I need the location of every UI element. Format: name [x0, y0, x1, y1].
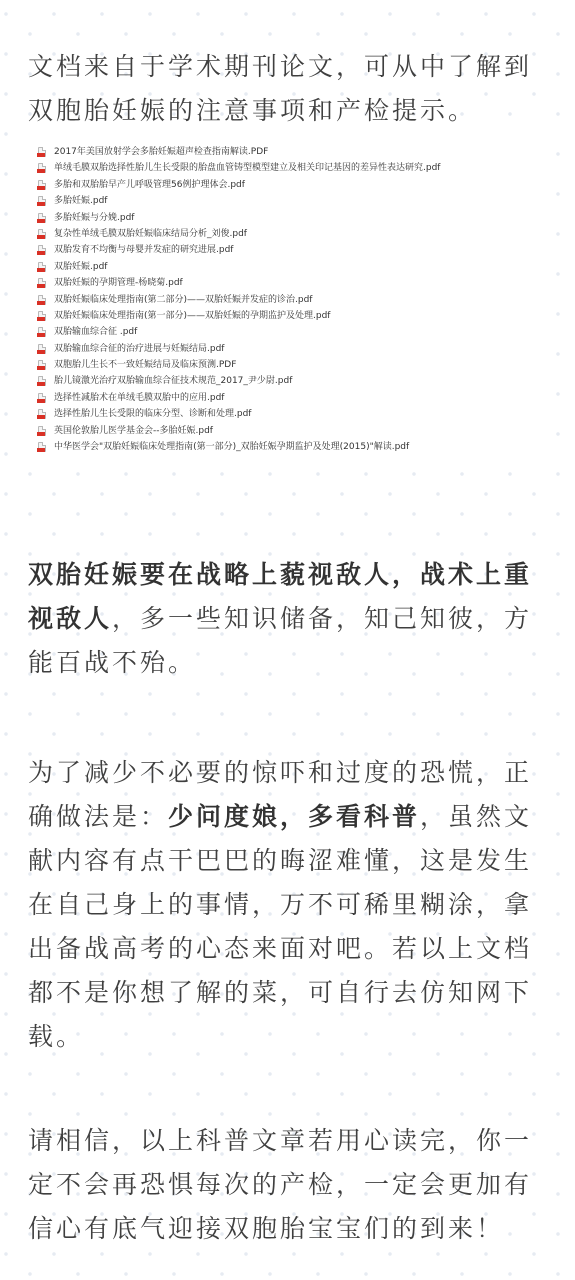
file-item[interactable]: [38, 259, 548, 275]
file-item[interactable]: [38, 226, 548, 242]
strategy-text: ，多一些知识储备，知己知彼，方能百战不殆。: [28, 604, 533, 677]
file-name: 多胎妊娠与分娩.pdf: [54, 212, 135, 223]
pdf-icon: [38, 311, 46, 321]
pdf-icon: [38, 196, 46, 206]
file-name: 双胎妊娠.pdf: [54, 261, 108, 272]
intro-paragraph: 文档来自于学术期刊论文，可从中了解到双胞胎妊娠的注意事项和产检提示。: [28, 52, 533, 125]
file-item[interactable]: [38, 292, 548, 308]
file-item[interactable]: [38, 373, 548, 389]
file-item[interactable]: [38, 308, 548, 324]
file-item[interactable]: [38, 341, 548, 357]
file-item[interactable]: [38, 324, 548, 340]
file-item[interactable]: [38, 177, 548, 193]
pdf-icon: [38, 213, 46, 223]
file-name: 选择性减胎术在单绒毛膜双胎中的应用.pdf: [54, 392, 225, 403]
file-item[interactable]: [38, 439, 548, 455]
file-item[interactable]: [38, 210, 548, 226]
file-name: 双胎输血综合征的治疗进展与妊娠结局.pdf: [54, 343, 225, 354]
file-name: 双胎发育不均衡与母婴并发症的研究进展.pdf: [54, 245, 234, 256]
file-item[interactable]: [38, 193, 548, 209]
file-name: 双胎输血综合征 .pdf: [54, 327, 138, 338]
file-item[interactable]: [38, 390, 548, 406]
pdf-icon: [38, 360, 46, 370]
pdf-icon: [38, 229, 46, 239]
file-name: 胎儿镜激光治疗双胎输血综合征技术规范_2017_尹少尉.pdf: [54, 376, 293, 387]
pdf-icon: [38, 180, 46, 190]
pdf-icon: [38, 344, 46, 354]
file-item[interactable]: [38, 242, 548, 258]
advice-text-end: ，虽然文献内容有点干巴巴的晦涩难懂，这是发生在自己身上的事情，万不可稀里糊涂，拿出备战高考的心态来面对吧。若以上文档都不是你想了解的菜，可自行去仿知网下载。: [28, 802, 533, 1051]
file-name: 双胎妊娠临床处理指南(第一部分)——双胎妊娠的孕期监护及处理.pdf: [54, 310, 331, 321]
pdf-icon: [38, 262, 46, 272]
file-item[interactable]: [38, 423, 548, 439]
pdf-icon: [38, 376, 46, 386]
file-name: 双胎妊娠的孕期管理-杨晓菊.pdf: [54, 278, 183, 289]
strategy-paragraph: [28, 553, 556, 685]
pdf-icon: [38, 278, 46, 288]
pdf-icon: [38, 327, 46, 337]
closing-paragraph: 请相信，以上科普文章若用心读完，你一定不会再恐惧每次的产检，一定会更加有信心有底气迎接双胞胎宝宝们的到来！: [28, 1126, 533, 1243]
pdf-icon: [38, 295, 46, 305]
file-name: 单绒毛膜双胎选择性胎儿生长受限的胎盘血管铸型模型建立及相关印记基因的差异性表达研究.pdf: [54, 163, 441, 174]
file-name: 中华医学会"双胎妊娠临床处理指南(第一部分)_双胎妊娠孕期监护及处理(2015)"解读.pdf: [54, 442, 410, 453]
file-name: 2017年美国放射学会多胎妊娠超声检查指南解读.PDF: [54, 147, 269, 157]
file-name: 多胎和双胎胎早产儿呼吸管理56例护理体会.pdf: [54, 179, 245, 190]
file-item[interactable]: [38, 406, 548, 422]
file-name: 双胎妊娠临床处理指南(第二部分)——双胎妊娠并发症的诊治.pdf: [54, 294, 313, 305]
pdf-icon: [38, 409, 46, 419]
file-list-screenshot: [28, 130, 548, 462]
file-name: 多胎妊娠.pdf: [54, 196, 108, 207]
file-item[interactable]: [38, 357, 548, 373]
file-item[interactable]: [38, 275, 548, 291]
file-item[interactable]: [38, 144, 548, 160]
file-item[interactable]: [38, 160, 548, 176]
pdf-icon: [38, 245, 46, 255]
strategy-bold-text: 双胎妊娠要在战略上藐视敌人，战术上重视敌人: [28, 560, 533, 633]
pdf-icon: [38, 442, 46, 452]
pdf-icon: [38, 163, 46, 173]
file-name: 英国伦敦胎儿医学基金会--多胎妊娠.pdf: [54, 425, 213, 436]
file-name: 复杂性单绒毛膜双胎妊娠临床结局分析_刘俊.pdf: [54, 228, 247, 239]
file-name: 双胞胎儿生长不一致妊娠结局及临床预测.PDF: [54, 360, 237, 371]
pdf-icon: [38, 393, 46, 403]
advice-paragraph: [28, 751, 556, 1059]
advice-bold-text: 少问度娘，多看科普: [168, 802, 421, 831]
pdf-icon: [38, 147, 46, 157]
pdf-icon: [38, 426, 46, 436]
file-list: [28, 130, 548, 455]
advice-text-start: 为了减少不必要的惊吓和过度的恐慌，正确做法是：: [28, 758, 533, 831]
file-name: 选择性胎儿生长受限的临床分型、诊断和处理.pdf: [54, 409, 252, 420]
